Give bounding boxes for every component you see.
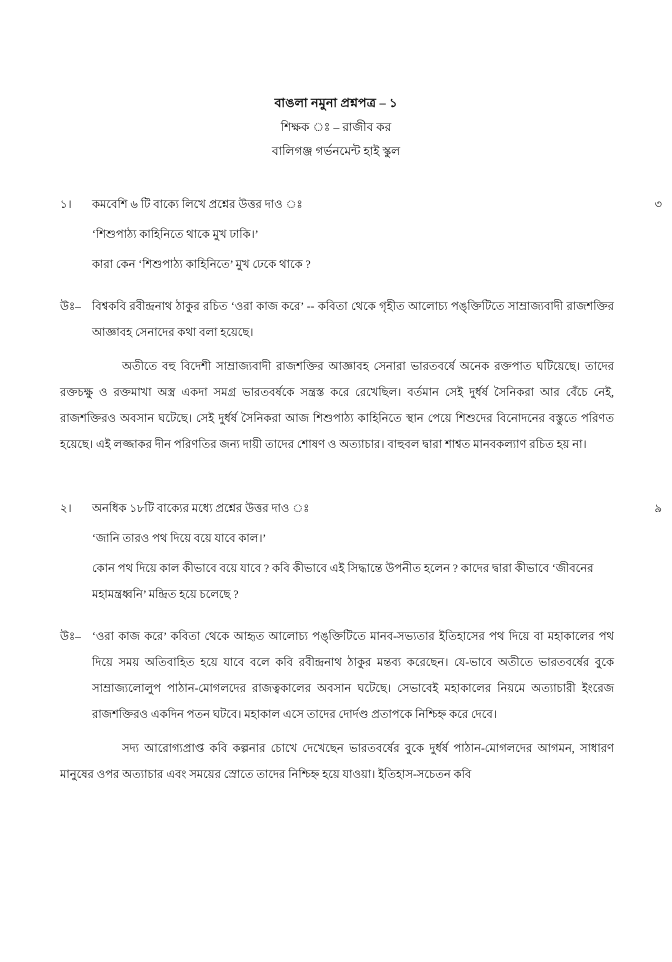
question-block-2 [0,496,672,608]
answer-label: উঃ– [60,631,81,643]
question-quote: ‘জানি তারও পথ দিয়ে বয়ে যাবে কাল।’ [92,533,267,545]
answer-lead-paragraph: বিশ্বকবি রবীন্দ্রনাথ ঠাকুর রচিত ‘ওরা কাজ করে’ -- কবিতা থেকে গৃহীত আলোচ্য পঙ্‌ক্তিটিতে সাম্রাজ্যবাদী রাজশক্তির আজ্ঞাবহ সেনাদের কথা বলা হয়েছে। [92,301,614,339]
answer-block-1 [0,294,672,458]
answer-block-2 [0,624,672,788]
question-stem-text: অনধিক ১৮টি বাক্যের মধ্যে প্রশ্নের উত্তর দাও ঃ [92,503,310,515]
question-marks: ৩ [654,199,662,211]
question-paper-page [0,92,672,962]
answer-lead-paragraph: ‘ওরা কাজ করে’ কবিতা থেকে আহৃত আলোচ্য পঙ্‌ক্তিটিতে মানব-সভ্যতার ইতিহাসের পথ দিয়ে বা মহাকালের পথ দিয়ে সময় অতিবাহিত হয়ে যাবে বলে কবি রবীন্দ্রনাথ ঠাকুর মন্তব্য করেছেন। যে-ভাবে অতীতে ভারতবর্ষের বুকে সাম্রাজ্যলোলুপ পাঠান-মোগলদের রাজত্বকালের অবসান ঘটেছে। সেভাবেই মহাকালের নিয়মে অত্যাচারী ইংরেজ রাজশক্তিরও একদিন পতন ঘটবে। মহাকাল এসে তাদের দোর্দণ্ড প্রতাপকে নিশ্চিহ্ন করে দেবে। [92,631,614,721]
question-quote: ‘শিশুপাঠ্য কাহিনিতে থাকে মুখ ঢাকি।’ [92,229,259,241]
school-name: বালিগঞ্জ গর্ভনমেন্ট হাই স্কুল [271,144,401,158]
question-stem [92,496,662,522]
page-title: বাঙলা নমুনা প্রশ্নপত্র – ১ [274,96,398,110]
question-subprompt: কারা কেন ‘শিশুপাঠ্য কাহিনিতে’ মুখ ঢেকে থাকে ? [92,259,311,271]
question-stem [92,192,662,218]
answer-label: উঃ– [60,301,81,313]
answer-body-paragraph: সদ্য আরোগ্যপ্রাপ্ত কবি কল্পনার চোখে দেখেছেন ভারতবর্ষের বুকে দুর্ধর্ষ পাঠান-মোগলদের আগমন, সাধারণ মানুষের ওপর অত্যাচার এবং সময়ের স্রোতে তাদের নিশ্চিহ্ন হয়ে যাওয়া। ইতিহাস-সচেতন কবি [60,743,614,781]
question-stem-text: কমবেশি ৬ টি বাক্যে লিখে প্রশ্নের উত্তর দাও ঃ [92,199,303,211]
answer-body-paragraph: অতীতে বহু বিদেশী সাম্রাজ্যবাদী রাজশক্তির আজ্ঞাবহ সেনারা ভারতবর্ষে অনেক রক্তপাত ঘটিয়েছে। তাদের রক্তচক্ষু ও রক্তমাখা অস্ত্র একদা সমগ্র ভারতবর্ষকে সন্ত্রস্ত করে রেখেছিল। বর্তমান সেই দুর্ধর্ষ সৈনিকরা আর বেঁচে নেই, রাজশক্তিরও অবসান ঘটেছে। সেই দুর্ধর্ষ সৈনিকরা আজ শিশুপাঠ্য কাহিনিতে স্থান পেয়ে শিশুদের বিনোদনের বস্তুতে পরিণত হয়েছে। এই লজ্জাকর দীন পরিণতির জন্য দায়ী তাদের শোষণ ও অত্যাচার। বাহুবল দ্বারা শাশ্বত মানবকল্যাণ রচিত হয় না। [60,361,614,451]
question-number: ২। [60,503,72,515]
page-header [0,92,672,162]
question-block-1 [0,192,672,278]
teacher-name: শিক্ষক ঃ – রাজীব কর [280,120,392,134]
question-number: ১। [60,199,72,211]
question-marks: ৯ [654,503,662,515]
question-subprompt: কোন পথ দিয়ে কাল কীভাবে বয়ে যাবে ? কবি কীভাবে এই সিদ্ধান্তে উপনীত হলেন ? কাদের দ্বারা কীভাবে ‘জীবনের মহামন্ত্রধ্বনি’ মন্দ্রিত হয়ে চলেছে ? [92,563,594,601]
